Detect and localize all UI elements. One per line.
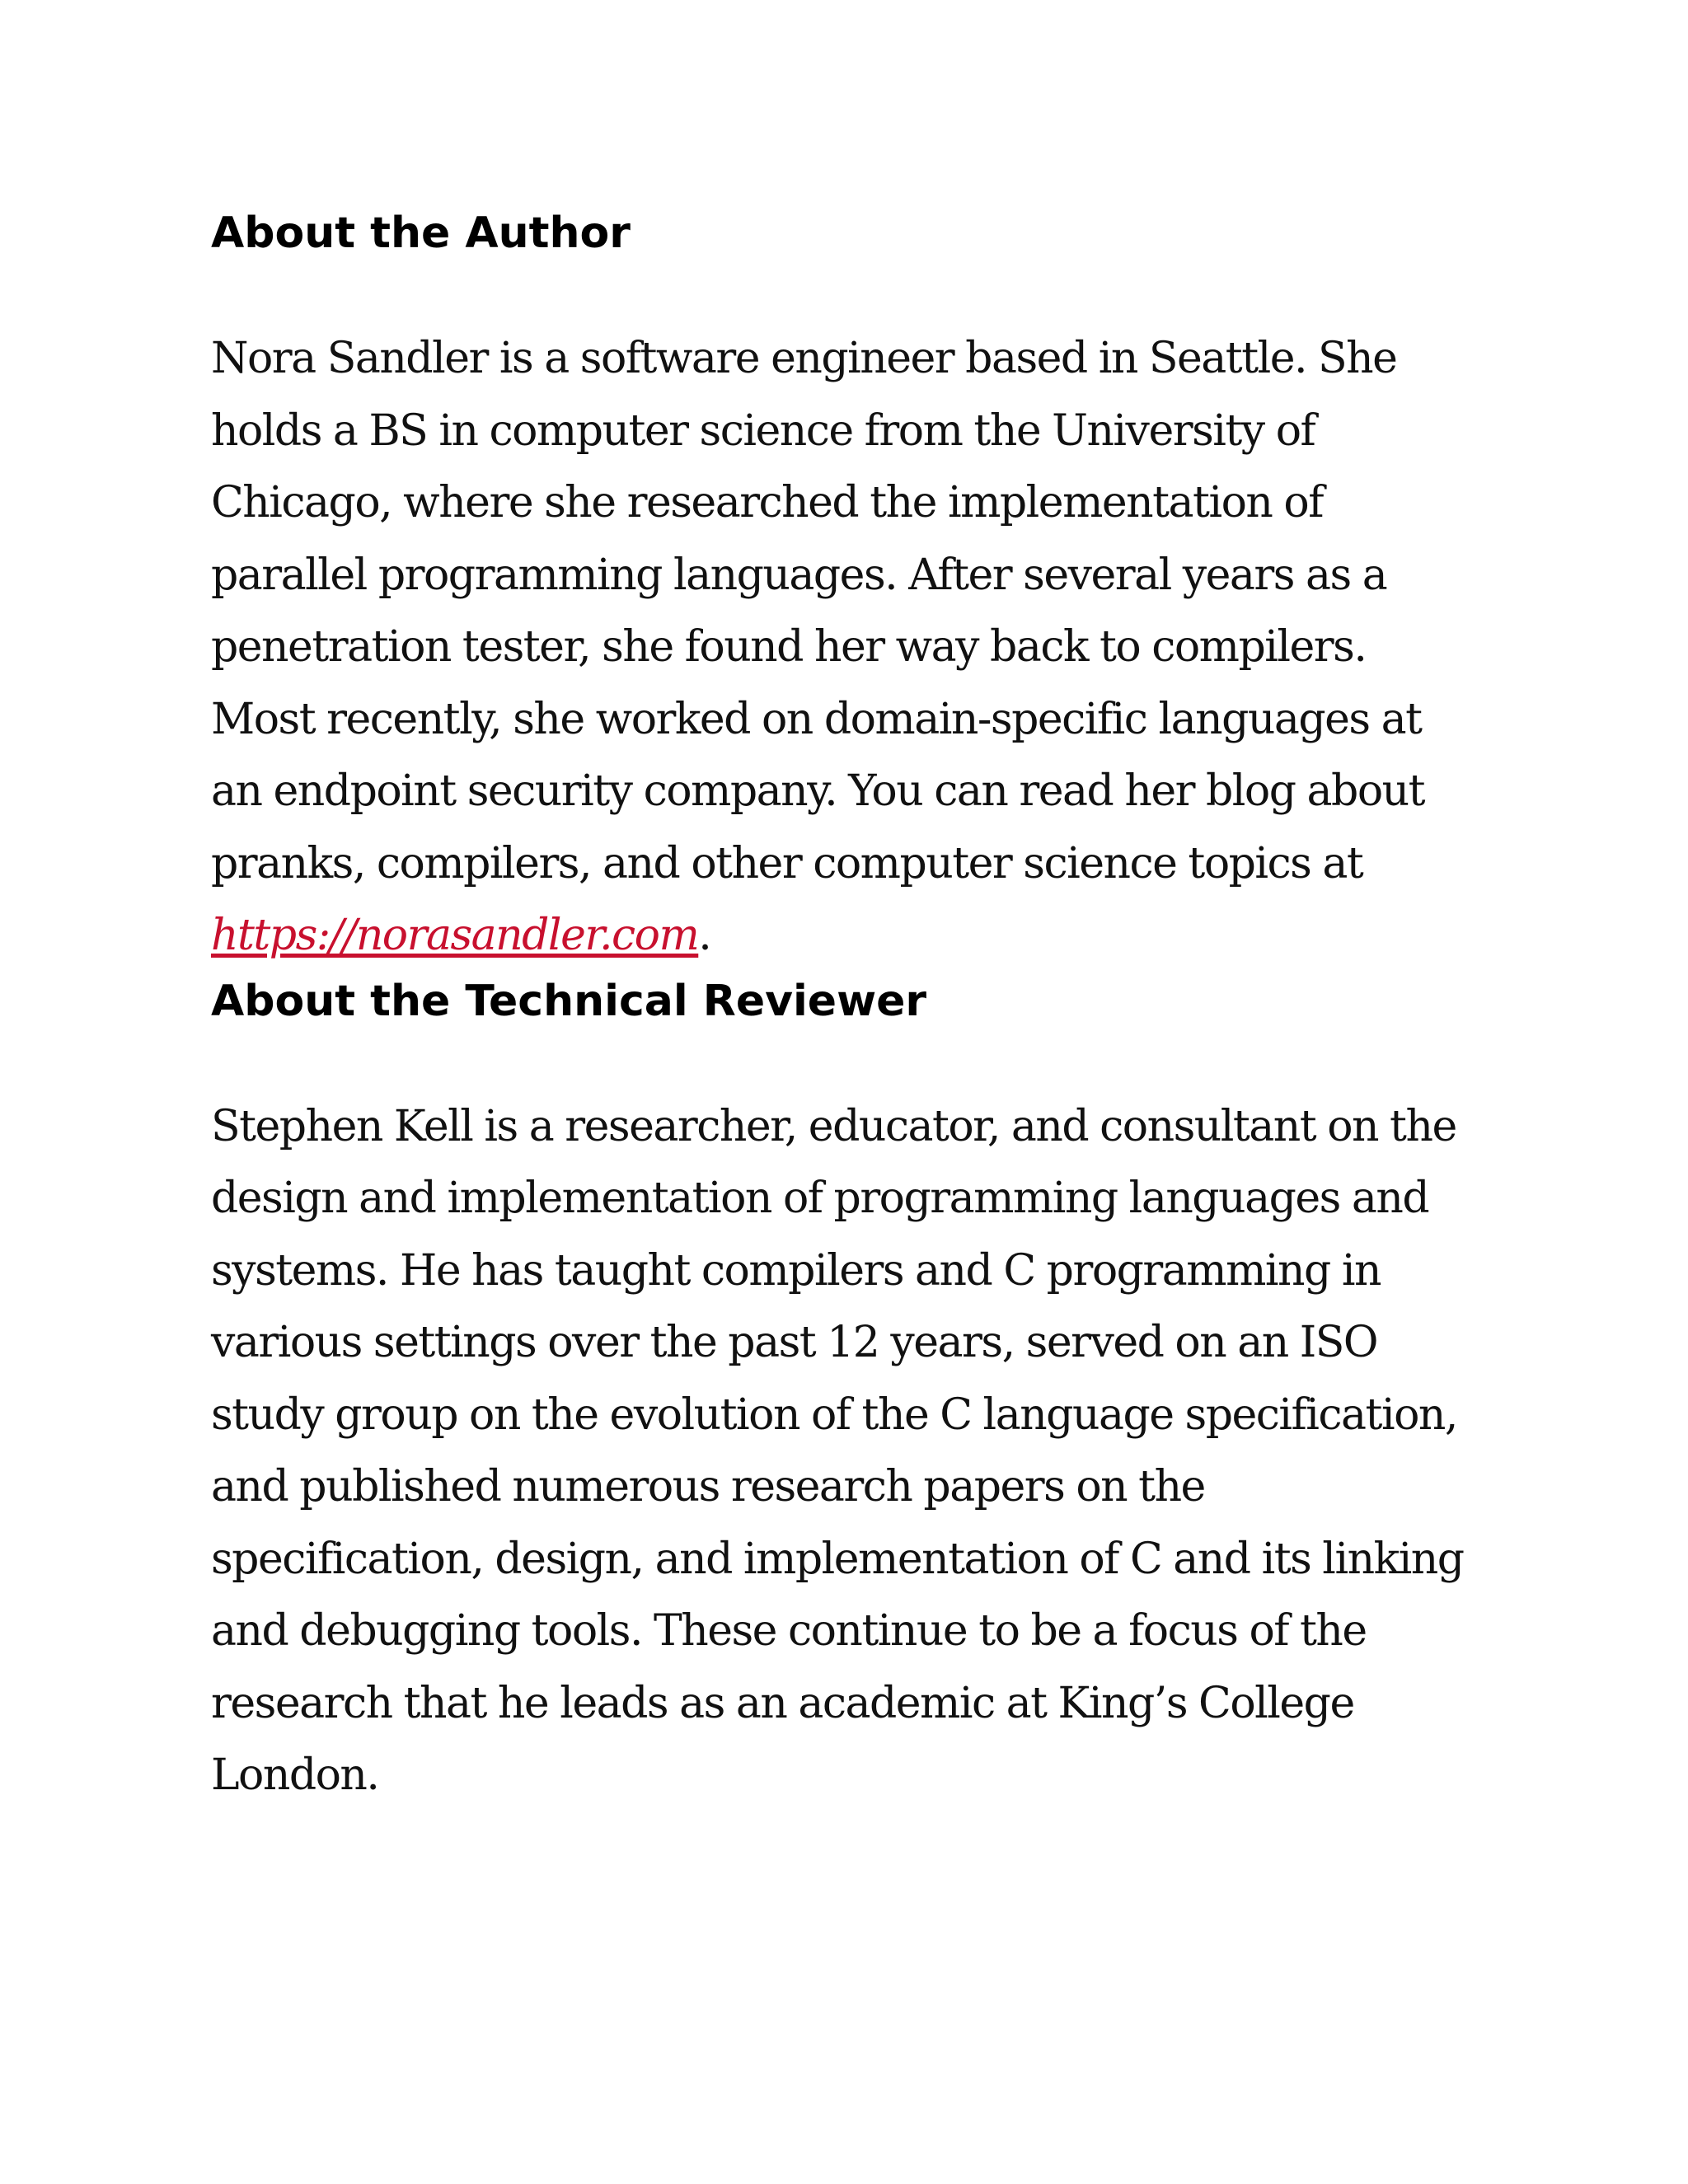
about-reviewer-section xyxy=(211,972,1480,1812)
about-author-section xyxy=(211,204,1480,972)
author-website-link[interactable]: https://norasandler.com xyxy=(211,911,699,960)
about-reviewer-heading: About the Technical Reviewer xyxy=(211,976,927,1026)
reviewer-bio xyxy=(211,1091,1480,1812)
document-body xyxy=(211,204,1480,1812)
reviewer-bio-text: Stephen Kell is a researcher, educator, and consultant on the design and implementation of programming languages and systems. He has taught compilers and C programming in various settings over the past 12 years, served on an ISO study group on the evolution of the C language specification, and published numerous research papers on the specification, design, and implementation of C and its linking and debugging tools. These continue to be a focus of the research that he leads as an academic at King’s College London. xyxy=(211,1101,1464,1800)
author-bio-text: Nora Sandler is a software engineer based in Seattle. She holds a BS in computer science from the University of Chicago, where she researched the implementation of parallel programming languages. After several years as a penetration tester, she found her way back to compilers. Most recently, she worked on domain-specific languages at an endpoint security company. You can read her blog about pranks, compilers, and other computer science topics at xyxy=(211,334,1425,888)
author-bio xyxy=(211,323,1480,972)
author-bio-end-punct: . xyxy=(698,911,711,960)
about-author-heading: About the Author xyxy=(211,209,631,258)
